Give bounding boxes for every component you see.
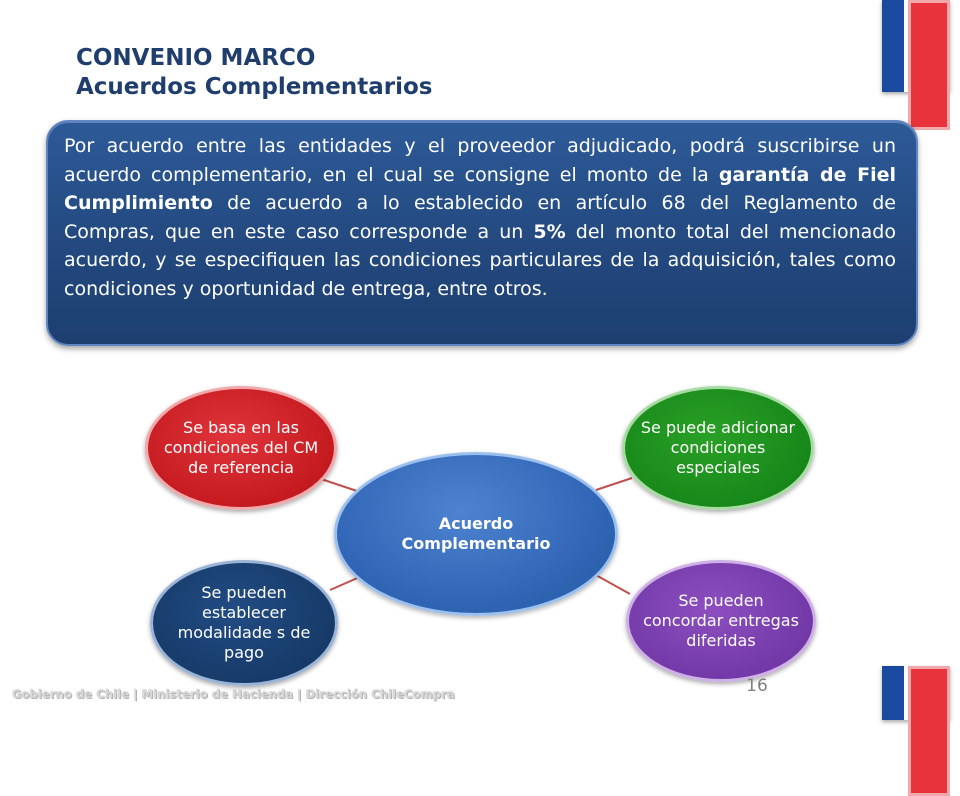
title-line-2: Acuerdos Complementarios bbox=[76, 74, 433, 100]
node-text: Se pueden concordar entregas diferidas bbox=[643, 591, 799, 650]
footer-text: Gobierno de Chile | Ministerio de Hacienda | Dirección ChileCompra bbox=[12, 687, 455, 701]
body-text-3: del monto total del mencionado acuerdo, y se especifiquen las condiciones particulares de la adquisición, tales como condiciones y oportunidad de entrega, entre otros. bbox=[64, 220, 896, 300]
node-special-conditions bbox=[622, 386, 814, 510]
node-deferred-deliveries bbox=[626, 560, 816, 682]
title-line-1: CONVENIO MARCO bbox=[76, 45, 316, 71]
chile-flag-bottom bbox=[882, 666, 950, 720]
body-bold-guarantee: garantía de Fiel Cumplimiento bbox=[64, 163, 896, 214]
body-text-2: de acuerdo a lo establecido en artículo 68 del Reglamento de Compras, que en este caso corresponde a un bbox=[64, 192, 896, 243]
connector-bottom-right bbox=[594, 574, 630, 594]
body-text-1: Por acuerdo entre las entidades y el proveedor adjudicado, podrá suscribirse un acuerdo complementario, en el cual se consigne el monto de la bbox=[64, 135, 896, 186]
connector-top-right bbox=[596, 478, 632, 490]
node-text: Se pueden establecer modalidade s de pago bbox=[177, 583, 311, 662]
connector-top-left bbox=[318, 478, 360, 492]
body-bold-percent: 5% bbox=[533, 220, 566, 243]
node-acuerdo-complementario bbox=[334, 452, 618, 616]
node-based-on-conditions bbox=[145, 386, 337, 510]
center-node-text: Acuerdo Complementario bbox=[401, 514, 551, 553]
node-text: Se basa en las condiciones del CM de referencia bbox=[163, 418, 319, 477]
node-payment-modalities bbox=[150, 560, 338, 686]
page-number: 16 bbox=[746, 676, 768, 696]
node-text: Se puede adicionar condiciones especiales bbox=[640, 418, 796, 477]
